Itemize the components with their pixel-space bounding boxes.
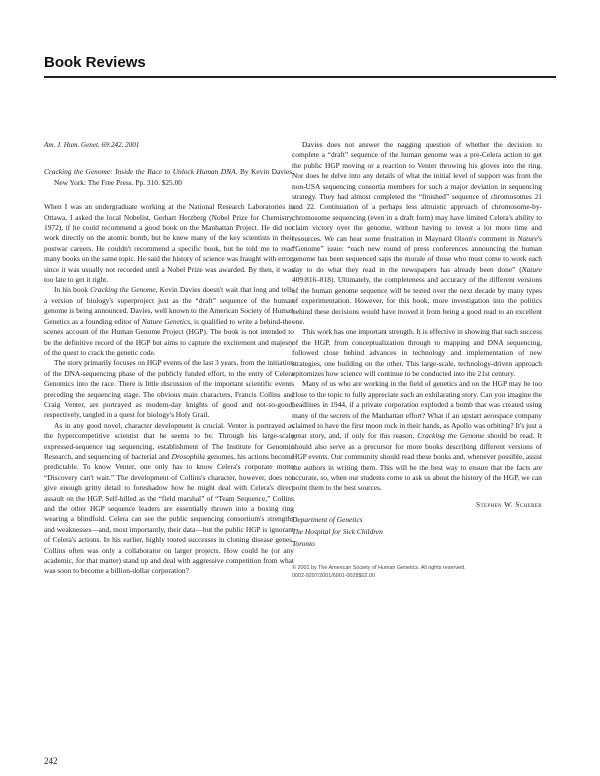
journal-name-ref: Nature Genetics [141, 316, 191, 326]
book-details: By Kevin Davies. New York: The Free Press. Pp. 310. $25.00 [54, 167, 294, 187]
copyright-line: © 2001 by The American Society of Human Genetics. All rights reserved. [292, 565, 466, 572]
right-column [292, 140, 542, 580]
page-header-title: Book Reviews [44, 54, 146, 71]
journal-citation-ref: Nature [521, 264, 542, 274]
book-title: Cracking the Genome: Inside the Race to Unlock Human DNA. [44, 167, 238, 177]
book-title-ref: Cracking the Genome [417, 431, 485, 441]
reviewer-affiliation [292, 514, 542, 550]
review-paragraph-5: Davies does not answer the nagging question of whether the decision to complete a “draft” sequence of the human genome was a pre-Celera action to get the public HGP moving or a reaction to Venter throwing his gloves into the ring. Nor does he delve into any details of what the initial level of support was from the non-USA sequencing consortia members for such a major deviation in sequencing strategy. They had almost completed the “finished” sequence of chromosomes 21 and 22. Continuation of a perhaps less altruistic approach of chromosome-by-chromosome sequencing (even in a draft form) may have limited Celera's ability to claim victory over the genome, without having to invest a lot more time and resources. We can hear some frustration in Maynard Olson's comment in Nature's “Genome” issue: “each new round of press conferences announcing the human genome has been sequenced saps the morale of those who must come to work each day to do what they read in the newspapers has already been done” (Nature 409:816–818). Ultimately, the completeness and accuracy of the different versions of the human genome sequence will be tested over the next decade by many types of experimentation. However, for this book, more investigation into the politics behind these decisions would have moved it from being a good read to an excellent one. [292, 140, 542, 326]
reviewer-name: Stephen W. Scherer [475, 499, 542, 509]
genus-name: Drosophila [171, 451, 206, 461]
copyright-block [292, 564, 542, 580]
review-paragraph-6: This work has one important strength. It is effective in showing that each success of the HGP, from conceptualization through to mapping and DNA sequencing, followed close behind advances in technology and implementation of new strategies, one building on the other. This large-scale, technology-driven approach epitomizes how science will continue to be conducted into the 21st century. [292, 327, 543, 378]
book-title-ref: Cracking the Genome [90, 285, 156, 295]
reviewer-institution: The Hospital for Sick Children [292, 527, 383, 537]
issn-line: 0002-9297/2001/6901-0028$02.00 [292, 573, 376, 580]
review-paragraph-7: Many of us who are working in the field of genetics and on the HGP may be too close to the topic to fully appreciate such an exhilarating story. Can you imagine the headlines in 1944, if a private corporation exploded a bomb that was created using many of the secrets of the Manhattan effort? What if an upstart aerospace company claimed to have the first moon rock in their hands, as Apollo was orbiting? It's just a great story, and, if only for this reason, Cracking the Genome should be read. It should also serve as a precursor for more books describing different versions of HGP events. Our community should read these books and, whenever possible, assist the authors in writing them. This will be the best way to ensure that the facts are accurate, so, when our students come to ask us about the history of the HGP, we can point them to the best sources. [292, 379, 543, 493]
reviewer-city: Toronto [292, 539, 315, 549]
review-paragraph-3: The story primarily focuses on HGP events of the last 3 years, from the initiation of the DNA-sequencing phase of the publicly funded effort, to the entry of Celera Genomics into the race. There is little discussion of the important scientific events preceding the sequencing stage. The obvious main characters, Francis Collins and Craig Venter, are portrayed as modern-day knights of good and not-so-good, respectively, tangled in a quest for biology's Holy Grail. [44, 358, 294, 420]
page-number: 242 [44, 756, 58, 766]
review-paragraph-1: When I was an undergraduate working at the National Research Laboratories in Ottawa, I asked the local Nobelist, Gerhart Herzberg (Nobel Prize for Chemistry, 1972), if he could recommend a good book on the Manhattan Project. He did not work directly on the atomic bomb, but he knew many of the key scientists in their postwar careers. He couldn't recommend a specific book, but he told me to read many books on the same topic. He said the history of science was fraught with error, since it was usually not recorded until a Nobel Prize was awarded. By then, it was too late to get it right. [44, 202, 294, 285]
reviewer-department: Department of Genetics [292, 515, 363, 525]
book-entry [44, 167, 294, 188]
journal-name-ref: Nature [517, 233, 538, 243]
review-paragraph-2: In his book Cracking the Genome, Kevin Davies doesn't wait that long and tells a version of biology's superproject just as the “draft” sequence of the human genome is being announced. Davies, well known to the American Society of Human Genetics as a founding editor of Nature Genetics, is qualified to write a behind-the-scenes account of the Human Genome Project (HGP). The book is not intended to be the definitive record of the HGP but aims to capture the excitement and majesty of the quest to crack the genetic code. [44, 285, 294, 357]
journal-citation: Am. J. Hum. Genet. 69:242, 2001 [44, 141, 140, 149]
review-paragraph-4: As in any good novel, character development is crucial. Venter is portrayed as the hypercompetitive scientist that he seems to be. Through his large-scale expressed-sequence tag sequencing, establishment of The Institute for Genomic Research, and sequencing of bacterial and Drosophila genomes, his actions become predictable. To know Venter, one only has to know Celera's corporate motto “Discovery can't wait.” The development of Collins's character, however, does not give enough gritty detail to foreshadow how he might deal with Celera's direct assault on the HGP. Self-billed as the “field marshal” of “Team Sequence,” Collins and the other HGP sequence leaders are essentially thrown into a boxing ring wearing a blindfold. Celera can see the public sequencing consortium's strengths and weaknesses—and, most importantly, their data—but the public HGP is ignorant of Celera's actions. In his earlier, highly touted successes in cloning disease genes, Collins often was only a collaborator on larger projects. How could he (or any academic, for that matter) stand up and deal with aggressive competition from what was soon to become a billion-dollar corporation? [44, 420, 294, 576]
left-column [44, 140, 294, 577]
header-rule [44, 76, 556, 78]
